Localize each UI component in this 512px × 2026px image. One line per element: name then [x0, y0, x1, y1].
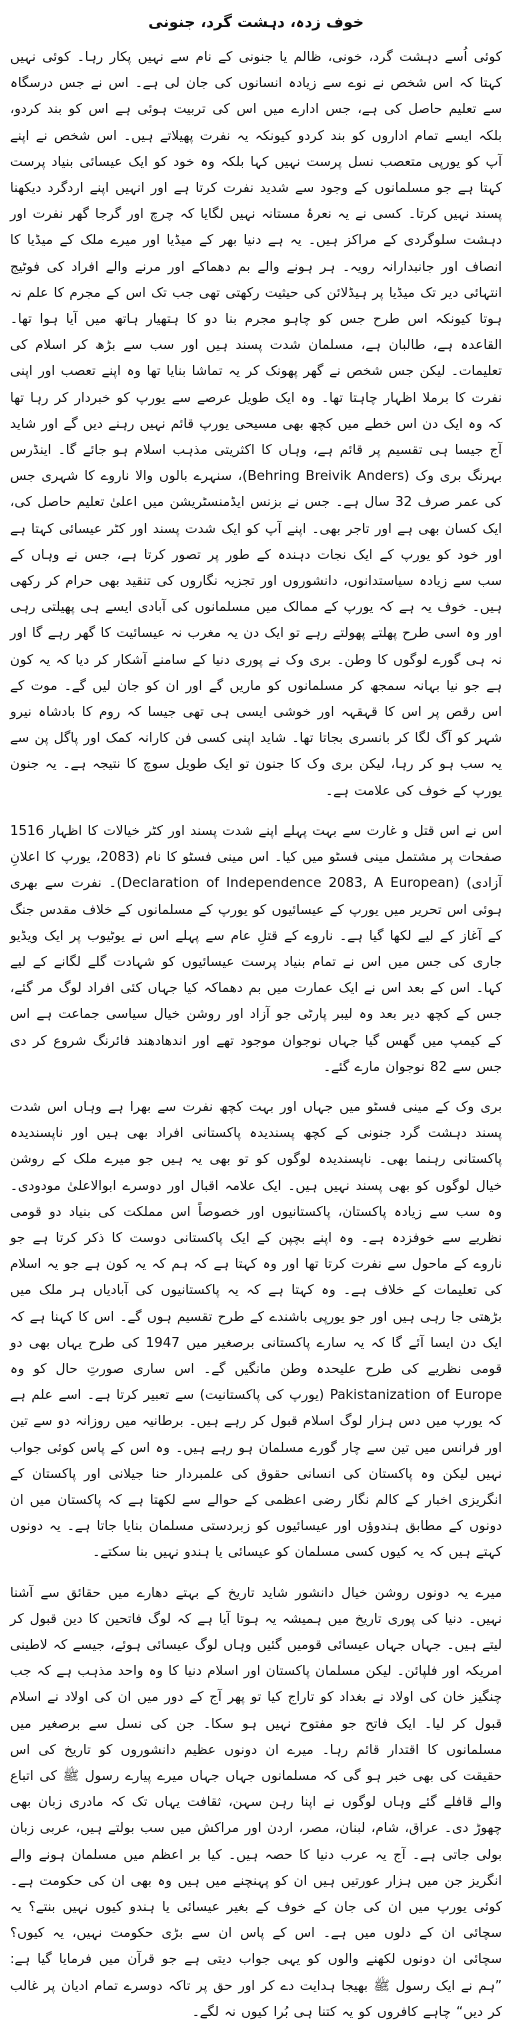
article-paragraph: اس نے اس قتل و غارت سے بہت پہلے اپنے شدت پسند اور کٹر خیالات کا اظہار 1516 صفحات پر مشتمل مینی فسٹو میں کیا۔ اس مینی فسٹو کا نام (2083، یورپ کا اعلانِ آزادی) (Declaration of Independence 2083, A European)۔ نفرت سے بھری ہوئی اس تحریر میں یورپ کے عیسائیوں کو یورپ کے مسلمانوں کے خلاف مقدس جنگ کے آغاز کے لیے لکھا گیا ہے۔ ناروے کے قتلِ عام سے پہلے اس نے یوٹیوب پر ایک ویڈیو جاری کی جس میں اس نے تمام بنیاد پرست عیسائیوں کو شہادت گلے لگانے کے لیے کہا۔ اس کے بعد اس نے ایک عمارت میں بم دھماکہ کیا جہاں کئی افراد لوگ مر گئے، جس کے کچھ دیر بعد وہ لیبر پارٹی جو آزاد اور روشن خیال سیاسی جماعت ہے اس کے کیمپ میں گھس گیا جہاں نوجوان موجود تھے اور اندھادھند فائرنگ شروع کر دی جس سے 82 نوجوان مارے گئے۔: [10, 823, 502, 1075]
article-paragraph: بری وک کے مینی فسٹو میں جہاں اور بہت کچھ نفرت سے بھرا ہے وہاں اس شدت پسند دہشت گرد جنونی کے کچھ پسندیدہ پاکستانی افراد بھی ہیں اور ناپسندیدہ پاکستانی رہنما بھی۔ ناپسندیدہ لوگوں کو تو بھی یہ ہیں جو میرے ملک کے روشن خیال لوگوں کو بھی پسند نہیں ہیں۔ ایک علامہ اقبال اور دوسرے ابوالاعلیٰ مودودی۔ وہ سب سے زیادہ پاکستان، پاکستانیوں اور خصوصاً اس مملکت کی بنیاد دو قومی نظریے سے خوفزدہ ہے۔ وہ اپنے بچپن کے ایک پاکستانی دوست کا ذکر کرتا ہے جو ناروے کے ماحول سے نفرت کرتا تھا اور وہ کہتا ہے کہ ہم کہ یہ کون ہے جو یہ اسلام کی تعلیمات کے خلاف ہے۔ وہ کہتا ہے کہ یہ پاکستانیوں کی آبادیاں ہر ملک میں بڑھتی جا رہی ہیں اور جو یورپی باشندے کے طرح تقسیم ہوں گے۔ اس کا کہنا ہے کہ ایک دن ایسا آئے گا کہ یہ سارے پاکستانی برصغیر میں 1947 کی طرح یہاں بھی دو قومی نظریے کی طرح علیحدہ وطن مانگیں گے۔ اس ساری صورتِ حال کو وہ Pakistanization of Europe (یورپ کی پاکستانیت) سے تعبیر کرتا ہے۔ اسے علم ہے کہ یورپ میں دس ہزار لوگ اسلام قبول کر رہے ہیں۔ برطانیہ میں روزانہ دو سے تین اور فرانس میں تین سے چار گورے مسلمان ہو رہے ہیں۔ وہ اس کے پاس کوئی جواب نہیں لیکن وہ پاکستان کی انسانی حقوق کی علمبردار حنا جیلانی اور پاکستان کے انگریزی اخبار کے کالم نگار رضی اعظمی کے حوالے سے لکھتا ہے کہ پاکستان میں ان دونوں کے مطابق ہندوؤں اور عیسائیوں کو زبردستی مسلمان بنایا جاتا ہے۔ یہ دونوں کہتے ہیں کہ یہ کیوں کسی مسلمان کو عیسائی یا ہندو نہیں بنا سکتے۔: [10, 1099, 503, 1561]
article-paragraph: کوئی اُسے دہشت گرد، خونی، ظالم یا جنونی کے نام سے نہیں پکار رہا۔ کوئی نہیں کہتا کہ اس شخص نے نوے سے زیادہ انسانوں کی جان لی ہے۔ اس نے جس درسگاہ سے تعلیم حاصل کی ہے، جس ادارے میں اس کی تربیت ہوئی ہے اس کو بند کردو، بلکہ ایسے تمام اداروں کو بند کردو کیونکہ یہ نفرت پھیلاتے ہیں۔ اس شخص نے اپنے آپ کو یورپی متعصب نسل پرست نہیں کہا بلکہ وہ خود کو ایک عیسائی بنیاد پرست کہتا ہے جو مسلمانوں کے وجود سے شدید نفرت کرتا ہے اور انہیں اپنے اردگرد دیکھنا پسند نہیں کرتا۔ کسی نے یہ نعرۂ مستانہ نہیں لگایا کہ چرچ اور گرجا گھر نفرت اور دہشت سلوگردی کے مراکز ہیں۔ یہ ہے دنیا بھر کے میڈیا اور میرے ملک کے میڈیا کا انصاف اور جانبدارانہ رویہ۔ ہر ہونے والے بم دھماکے اور مرنے والے افراد کی فوٹیج انتہائی دیر تک میڈیا پر ہیڈلائن کی حیثیت رکھتی تھی جب تک اس کے مجرم کا علم نہ ہوتا کیونکہ اس طرح جس کو چاہو مجرم بنا دو کا ہتھیار ہاتھ میں آیا ہوا تھا۔ القاعدہ ہے، طالبان ہے، مسلمان شدت پسند ہیں اور سب سے بڑھ کر اسلام کی تعلیمات۔ لیکن جس شخص نے گھر پھونک کر یہ تماشا بنایا تھا وہ اپنے تعصب اور اپنی نفرت کا برملا اظہار چاہتا تھا۔ وہ ایک طویل عرصے سے یورپ کو خبردار کر رہا تھا کہ وہ ایک دن اس خطے میں کچھ بھی مسیحی یورپ قائم نہیں رہنے دیں گے اور شاید آج جیسا ہی تقسیم پر قائم ہے، وہاں کا اکثریتی مذہب اسلام ہو جائے گا۔ اینڈرس بہرنگ بری وک (Behring Breivik Anders)، سنہرے بالوں والا ناروے کا شہری جس کی عمر صرف 32 سال ہے۔ جس نے بزنس ایڈمنسٹریشن میں اعلیٰ تعلیم حاصل کی، ایک کسان بھی ہے اور تاجر بھی۔ اپنے آپ کو ایک شدت پسند اور کٹر عیسائی کہتا ہے اور خود کو یورپ کے ایک نجات دہندہ کے طور پر تصور کرتا ہے، جس نے وہاں کے سب سے زیادہ سیاستدانوں، دانشوروں اور تجزیہ نگاروں کی تنقید بھی حرام کر رکھی ہیں۔ خوف یہ ہے کہ یورپ کے ممالک میں مسلمانوں کی آبادی ایسے ہی پھیلتی رہی اور وہ اسی طرح پھلتے پھولتے رہے تو ایک دن یہ مغرب نہ عیسائیت کا گھر رہے گا اور نہ ہی گورے لوگوں کا وطن۔ بری وک نے پوری دنیا کے سامنے آشکار کر دیا کہ یہ کون ہے جو نیا بہانہ سمجھ کر مسلمانوں کو ماریں گے اور ان کو جان لیں گے۔ موت کے اس رقص پر اس کا قہقہہ اور خوشی ایسی ہی تھی جیسا کہ روم کا بادشاہ نیرو شہر کو آگ لگا کر بانسری بجاتا تھا۔ شاید اپنی کسی فن کارانہ کمک اور پاگل پن سے یہ سب ہو کر رہا، لیکن بری وک کا جنون تو ایک طویل سوچ کا نتیجہ ہے۔ یہ جنون یورپ کے خوف کی علامت ہے۔: [10, 50, 502, 799]
article-title: خوف زدہ، دہشت گرد، جنونی: [148, 13, 364, 31]
article-paragraph: میرے یہ دونوں روشن خیال دانشور شاید تاریخ کے بہتے دھارے میں حقائق سے آشنا نہیں۔ دنیا کی پوری تاریخ میں ہمیشہ یہ ہوتا آیا ہے کہ لوگ فاتحین کا دین قبول کر لیتے ہیں۔ جہاں جہاں عیسائی قومیں گئیں وہاں لوگ عیسائی ہوئے، جیسے کہ لاطینی امریکہ اور فلپائن۔ لیکن مسلمان پاکستان اور اسلام دنیا کا وہ واحد مذہب ہے کہ جب چنگیز خان کی اولاد نے بغداد کو تاراج کیا تو پھر آج کے دور میں ان کی اولاد نے اسلام قبول کر لیا۔ ایک فاتح جو مفتوح نہیں ہو سکا۔ جن کی نسل سے برصغیر میں مسلمانوں کا اقتدار قائم رہا۔ میرے ان دونوں عظیم دانشوروں کو تاریخ کی اس حقیقت کی بھی خبر ہو گی کہ مسلمانوں جہاں جہاں میرے پیارے رسول ﷺ کی اتباع والے قافلے گئے وہاں لوگوں نے اپنا رہن سہن، ثقافت یہاں تک کہ مادری زبان بھی چھوڑ دی۔ عراق، شام، لبنان، مصر، اردن اور مراکش میں سب بولتے ہیں، عربی زبان بولی جاتی ہے۔ آج یہ عرب دنیا کا حصہ ہیں۔ کیا بر اعظم میں مسلمان ہونے والے انگریز جن میں ہزار عورتیں ہیں ان کو پہنچنے میں ہیں وہ بھی ان کی حکومت ہے۔ کوئی یورپ میں ان کی جان کے خوف کے بغیر عیسائی یا ہندو کیوں نہیں بنتے؟ یہ سچائی ان کے دلوں میں ہے۔ اس کے پاس ان سے بڑی حکومت نہیں، یہ کیوں؟ سچائی ان دونوں لکھنے والوں کو یہی جواب دیتی ہے جو قرآن میں فرمایا گیا ہے: ”ہم نے ایک رسول ﷺ بھیجا ہدایت دے کر اور حق پر تاکہ دوسرے تمام ادیان پر غالب کر دیں“ چاہے کافروں کو یہ کتنا ہی بُرا کیوں نہ لگے۔: [10, 1585, 502, 2020]
